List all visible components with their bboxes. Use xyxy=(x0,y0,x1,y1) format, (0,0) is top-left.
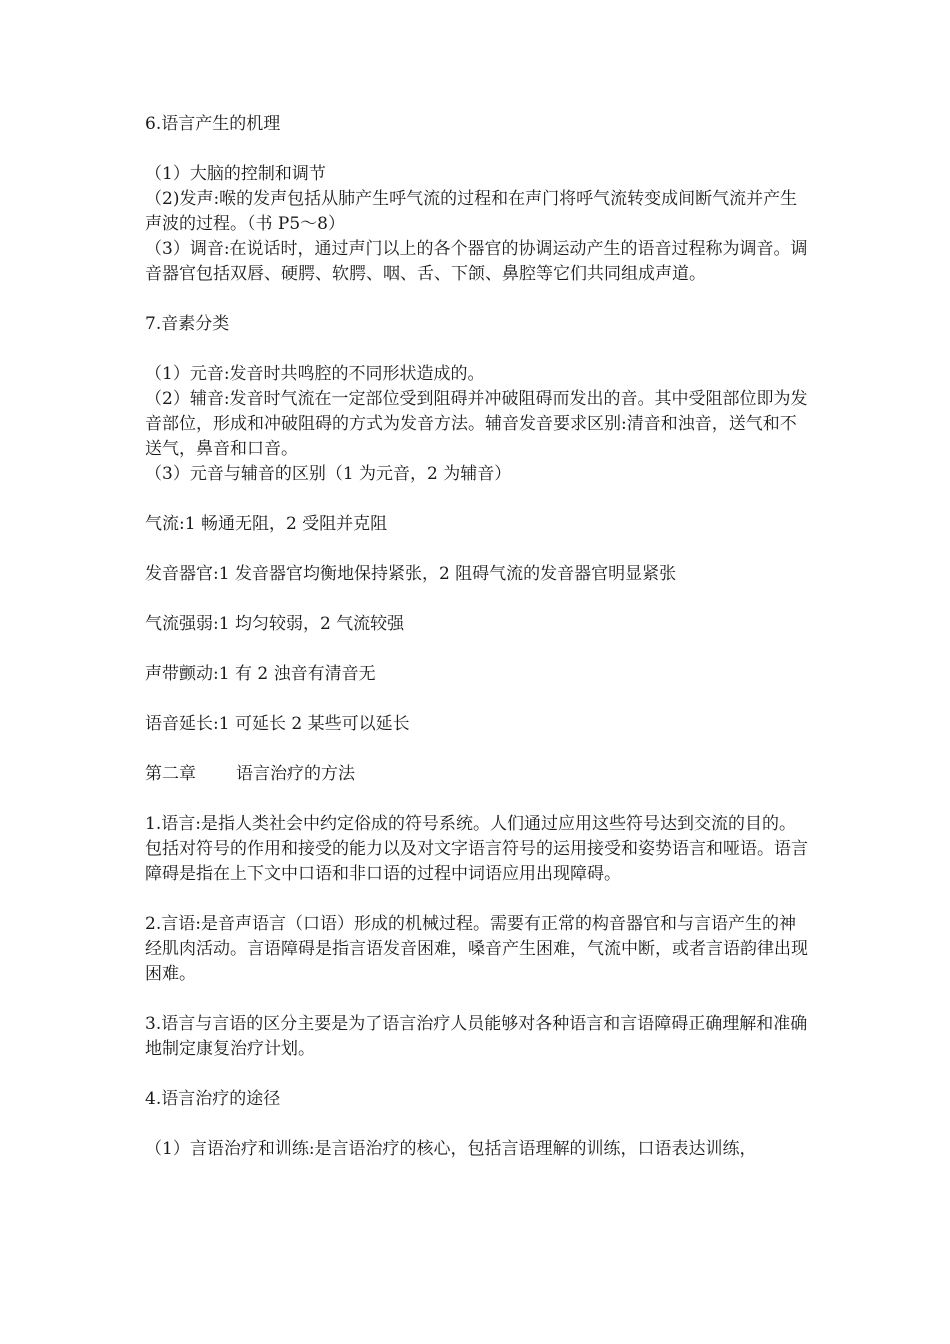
diff-strength: 气流强弱:1 均匀较弱，2 气流较强 xyxy=(145,614,405,634)
section6-item-2: （2)发声:喉的发声包括从肺产生呼气流的过程和在声门将呼气流转变成间断气流并产生声波的过程。（书 P5～8） xyxy=(145,189,798,234)
chapter-title xyxy=(145,762,810,787)
diff-airflow: 气流:1 畅通无阻，2 受阻并克阻 xyxy=(145,514,388,534)
section6-item-1: （1）大脑的控制和调节 xyxy=(145,164,326,184)
section-heading-6: 6.语言产生的机理 xyxy=(145,114,281,134)
diff-prolongation: 语音延长:1 可延长 2 某些可以延长 xyxy=(145,714,410,734)
chapter2-para-2: 2.言语:是音声语言（口语）形成的机械过程。需要有正常的构音器官和与言语产生的神经肌肉活动。言语障碍是指言语发音困难，嗓音产生困难，气流中断，或者言语韵律出现困难。 xyxy=(145,914,808,984)
section-heading-7: 7.音素分类 xyxy=(145,314,230,334)
section4-item-1: （1）言语治疗和训练:是言语治疗的核心，包括言语理解的训练，口语表达训练， xyxy=(145,1139,757,1159)
diff-vocal-cords: 声带颤动:1 有 2 浊音有清音无 xyxy=(145,664,376,684)
section-heading-4: 4.语言治疗的途径 xyxy=(145,1089,281,1109)
chapter2-para-1: 1.语言:是指人类社会中约定俗成的符号系统。人们通过应用这些符号达到交流的目的。包括对符号的作用和接受的能力以及对文字语言符号的运用接受和姿势语言和哑语。语言障碍是指在上下文中口语和非口语的过程中词语应用出现障碍。 xyxy=(145,814,808,884)
diff-organs: 发音器官:1 发音器官均衡地保持紧张，2 阻碍气流的发音器官明显紧张 xyxy=(145,564,677,584)
chapter2-para-3: 3.语言与言语的区分主要是为了语言治疗人员能够对各种语言和言语障碍正确理解和准确地制定康复治疗计划。 xyxy=(145,1014,808,1059)
section7-item-2: （2）辅音:发音时气流在一定部位受到阻碍并冲破阻碍而发出的音。其中受阻部位即为发音部位，形成和冲破阻碍的方式为发音方法。辅音发音要求区别:清音和浊音，送气和不送气，鼻音和口音。 xyxy=(145,389,808,459)
document-page xyxy=(145,112,810,1162)
section7-item-3: （3）元音与辅音的区别（1 为元音，2 为辅音） xyxy=(145,464,512,484)
chapter-label: 第二章 xyxy=(145,764,196,784)
section7-item-1: （1）元音:发音时共鸣腔的不同形状造成的。 xyxy=(145,364,485,384)
chapter-name: 语言治疗的方法 xyxy=(236,764,355,784)
section6-item-3: （3）调音:在说话时，通过声门以上的各个器官的协调运动产生的语音过程称为调音。调音器官包括双唇、硬腭、软腭、咽、舌、下颌、鼻腔等它们共同组成声道。 xyxy=(145,239,808,284)
